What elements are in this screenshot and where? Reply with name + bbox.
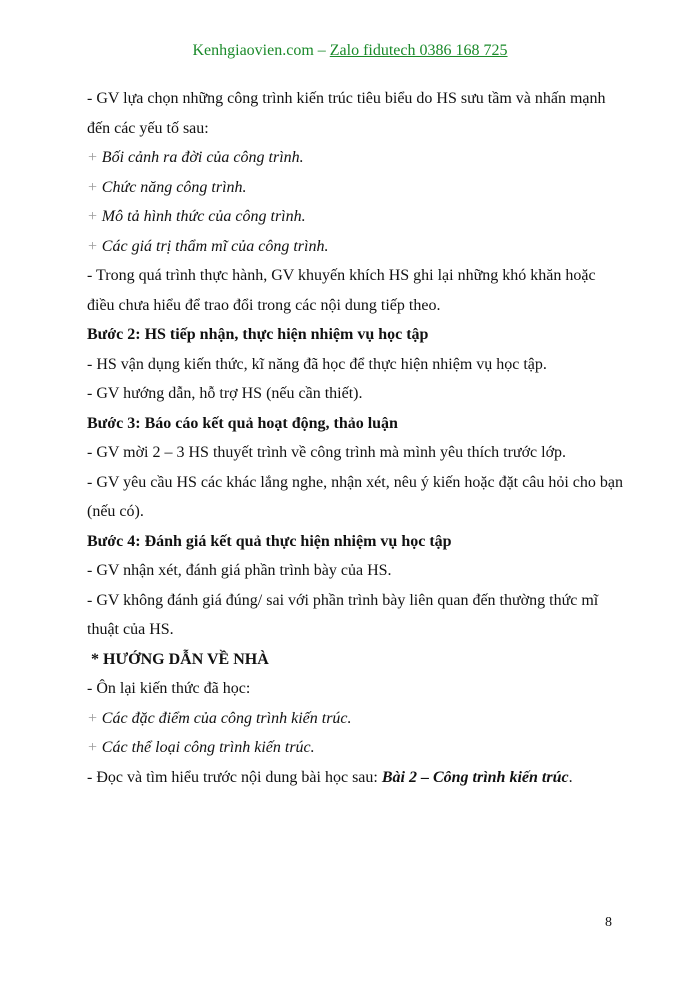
homework-heading: * HƯỚNG DẪN VỀ NHÀ: [87, 650, 269, 668]
site-name: Kenhgiaovien.com: [192, 42, 314, 59]
plus-marker: +: [87, 149, 102, 166]
plus-item: + Các đặc điểm của công trình kiến trúc.: [87, 709, 352, 727]
plus-item: + Các giá trị thẩm mĩ của công trình.: [87, 237, 329, 255]
plus-item: + Các thể loại công trình kiến trúc.: [87, 739, 315, 756]
plus-item: + Bối cảnh ra đời của công trình.: [87, 149, 304, 166]
paragraph: - GV lựa chọn những công trình kiến trúc tiêu biểu do HS sưu tầm và nhấn mạnh đến các yếu tố sau:: [87, 90, 606, 137]
list-item: - GV yêu cầu HS các khác lắng nghe, nhận xét, nêu ý kiến hoặc đặt câu hỏi cho bạn (nếu có).: [87, 473, 623, 520]
final-instruction: - Đọc và tìm hiểu trước nội dung bài học sau: Bài 2 – Công trình kiến trúc.: [87, 768, 573, 786]
plus-item: + Chức năng công trình.: [87, 178, 247, 196]
plus-marker: +: [87, 178, 102, 196]
contact-link[interactable]: Zalo fidutech 0386 168 725: [329, 42, 508, 59]
step2-heading: Bước 2: HS tiếp nhận, thực hiện nhiệm vụ học tập: [87, 326, 429, 343]
plus-item: + Mô tả hình thức của công trình.: [87, 208, 306, 225]
paragraph: - Trong quá trình thực hành, GV khuyến khích HS ghi lại những khó khăn hoặc điều chưa hiểu để trao đổi trong các nội dung tiếp theo.: [87, 267, 596, 314]
list-item: - GV nhận xét, đánh giá phần trình bày của HS.: [87, 562, 392, 579]
plus-marker: +: [87, 237, 102, 255]
plus-marker: +: [87, 739, 102, 756]
step3-heading: Bước 3: Báo cáo kết quả hoạt động, thảo luận: [87, 414, 398, 432]
plus-marker: +: [87, 709, 102, 727]
page-header: [0, 42, 700, 60]
list-item: - GV không đánh giá đúng/ sai với phần trình bày liên quan đến thường thức mĩ thuật của HS.: [87, 591, 599, 638]
list-item: - HS vận dụng kiến thức, kĩ năng đã học để thực hiện nhiệm vụ học tập.: [87, 355, 547, 373]
next-lesson-title: Bài 2 – Công trình kiến trúc: [381, 768, 569, 786]
plus-marker: +: [87, 208, 102, 225]
header-separator: –: [313, 42, 330, 59]
list-item: - GV hướng dẫn, hỗ trợ HS (nếu cần thiết).: [87, 385, 363, 402]
document-body: [87, 84, 627, 792]
step4-heading: Bước 4: Đánh giá kết quả thực hiện nhiệm vụ học tập: [87, 532, 452, 550]
list-item: - GV mời 2 – 3 HS thuyết trình về công trình mà mình yêu thích trước lớp.: [87, 444, 567, 461]
list-item: - Ôn lại kiến thức đã học:: [87, 680, 251, 697]
page-number: 8: [605, 915, 612, 930]
